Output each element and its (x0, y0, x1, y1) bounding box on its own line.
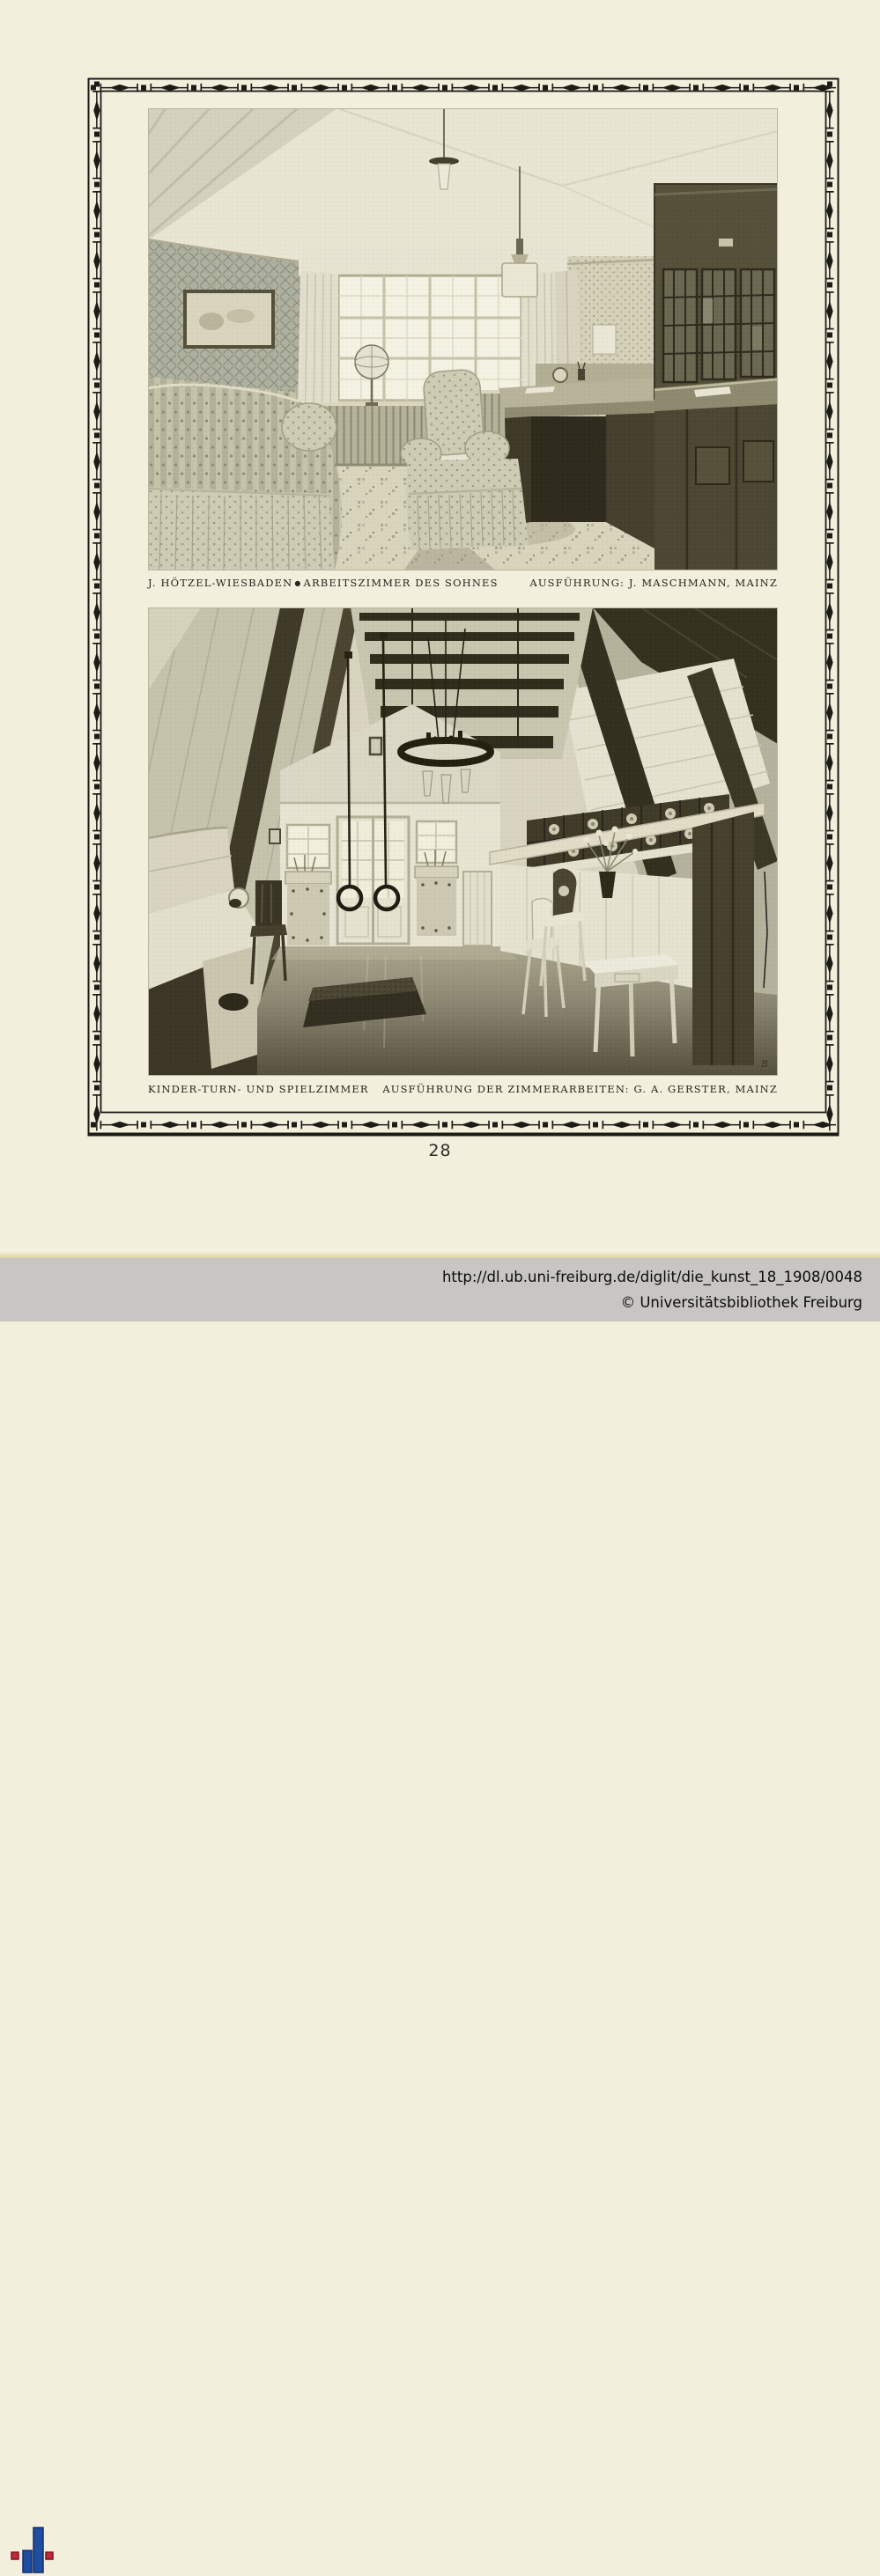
caption-right: AUSFÜHRUNG DER ZIMMERARBEITEN: G. A. GERSTER, MAINZ (382, 1083, 778, 1095)
plate-caption (148, 1083, 778, 1095)
plate-photo-arbeitszimmer (148, 108, 778, 570)
source-url: http://dl.ub.uni-freiburg.de/diglit/die_kunst_18_1908/0048 (441, 1269, 862, 1285)
page-number: 28 (428, 1141, 452, 1160)
copyright-notice: © Universitätsbibliothek Freiburg (620, 1294, 862, 1311)
library-footer-banner (0, 1258, 880, 1321)
scanned-book-page (0, 0, 880, 1253)
plate-photo-spielzimmer (148, 607, 778, 1076)
caption-left: KINDER-TURN- UND SPIELZIMMER (148, 1083, 369, 1095)
caption-left: J. HÖTZEL-WIESBADEN ● ARBEITSZIMMER DES SOHNES (148, 577, 499, 589)
caption-ornament: ● (294, 579, 302, 587)
caption-right: AUSFÜHRUNG: J. MASCHMANN, MAINZ (529, 577, 778, 589)
library-logo (9, 2525, 65, 2576)
plate-caption (148, 577, 778, 589)
